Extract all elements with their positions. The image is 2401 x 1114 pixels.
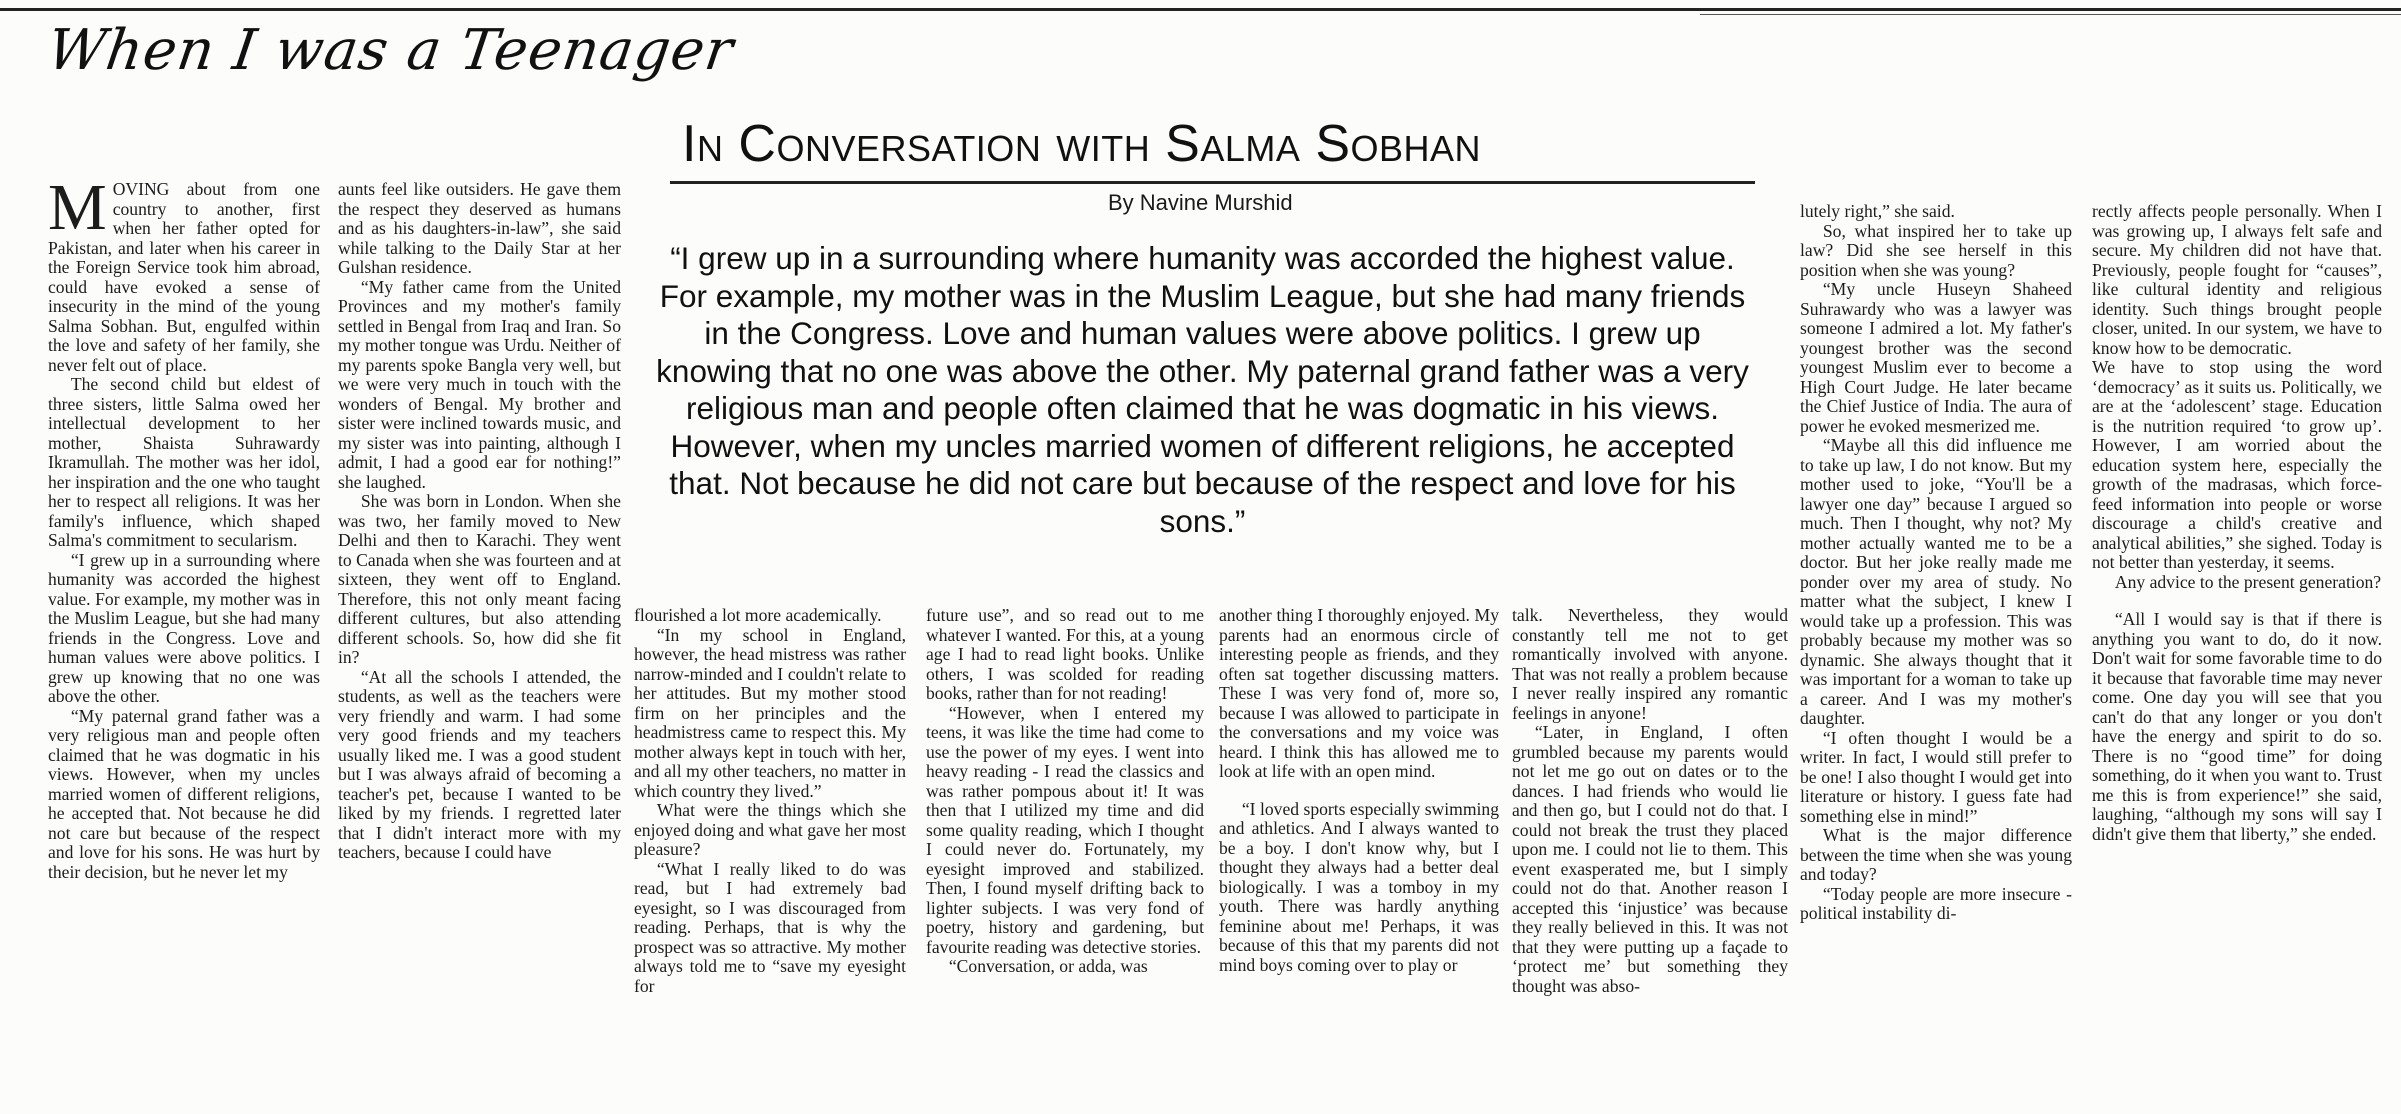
top-rule: [0, 8, 2401, 11]
paragraph: Any advice to the present generation?: [2114, 571, 2382, 592]
paragraph: “Today people are more insecure - political instability di-: [1800, 883, 2072, 923]
paragraph: rectly affects people personally. When I was growing up, I always felt safe and secure. My children did not have that. Previously, people fought for “causes”, like cultural identity and religious identity. Such things brought people closer, united. In our system, we have to know how to be democratic.: [2092, 201, 2382, 358]
top-rule-thin: [1700, 14, 2401, 15]
column-4: [926, 606, 1204, 977]
column-2: [338, 180, 621, 863]
byline: By Navine Murshid: [1108, 190, 1293, 215]
paragraph: “However, when I entered my teens, it was like the time had come to use the power of my eyes. I went into heavy reading - I read the classics and was rather pompous about it! It was then that I utilized my time and did some quality reading, which I thought I could never do. Fortunately, my eyesight improved and stabilized. Then, I found myself drifting back to lighter subjects. I was very fond of poetry, history and gardening, but favourite reading was detective stories.: [926, 702, 1204, 957]
paragraph: “Later, in England, I often grumbled because my parents would not let me go out on dates or to the dances. I had friends who would lie and then go, but I could not do that. I could not break the trust they placed upon me. I could not lie to them. This event exasperated me, but I simply could not do that. Another reason I accepted this ‘injustice’ was because they really believed in this. It was not that they were putting up a façade to ‘protect me’ but something they thought was abso-: [1512, 722, 1788, 996]
paragraph: “I loved sports especially swimming and athletics. And I always wanted to be a boy. I don't know why, but I thought they always had a better deal biologically. I was a tomboy in my youth. There was hardly anything feminine about me! Perhaps, it was because of this that my parents did not mind boys coming over to play or: [1219, 798, 1499, 975]
column-1: [48, 171, 320, 882]
paragraph: “My paternal grand father was a very religious man and people often claimed that he was dogmatic in his views. However, when my uncles married women of different religions, he accepted that. Not because he did not care but because of the respect and love for his sons. He was hurt by their decision, but he never let my: [48, 705, 320, 882]
pull-quote: “I grew up in a surrounding where humanity was accorded the highest value. For example, my mother was in the Muslim League, but she had many friends in the Congress. Love and human values were above politics. I grew up knowing that no one was above the other. My paternal grand father was a very religious man and people often claimed that he was dogmatic in his views. However, when my uncles married women of different religions, he accepted that. Not because he did not care but because of the respect and love for his sons.”: [656, 240, 1749, 539]
paragraph: The second child but eldest of three sisters, little Salma owed her intellectual development to her mother, Shaista Suhrawardy Ikramullah. The mother was her idol, her inspiration and the one who taught her to respect all religions. It was her family's influence, which shaped Salma's commitment to secularism.: [48, 374, 320, 550]
paragraph: “What I really liked to do was read, but I had extremely bad eyesight, so I was discouraged from reading. Perhaps, that is why the prospect was so attractive. My mother always told me to “save my eyesight for: [634, 858, 906, 996]
paragraph: “Conversation, or adda, was: [948, 956, 1148, 976]
column-8: [2092, 202, 2382, 844]
column-6: [1512, 606, 1788, 996]
drop-cap: M: [48, 171, 107, 244]
paragraph: “At all the schools I attended, the students, as well as the teachers were very friendly and warm. I had some very good friends and my teachers usually liked me. I was a good student but I was always afraid of becoming a teacher's pet, because I wanted to be liked by my friends. I regretted later that I didn't interact more with my teachers, because I could have: [338, 666, 621, 862]
paragraph: So, what inspired her to take up law? Did she see herself in this position when she was young?: [1800, 220, 2072, 280]
paragraph: What were the things which she enjoyed doing and what gave her most pleasure?: [634, 800, 906, 859]
column-3: [634, 606, 906, 996]
paragraph: We have to stop using the word ‘democracy’ as it suits us. Politically, we are at the ‘adolescent’ stage. Education is the nutrition required ‘to grow up’. However, I am worried about the education system here, especially the growth of the madrasas, which force-feed information into people or worse discourage a child's creative and analytical abilities,” she sighed. Today is not better than yesterday, it seems.: [2092, 357, 2382, 572]
paragraph: “In my school in England, however, the head mistress was rather narrow-minded and I couldn't relate to her attitudes. But my mother stood firm on her principles and the headmistress came to respect this. My mother always kept in touch with her, and all my other teachers, no matter in which country they lived.”: [634, 624, 906, 801]
paragraph: flourished a lot more academically.: [634, 605, 882, 625]
column-7: [1800, 202, 2072, 924]
paragraph: She was born in London. When she was two, her family moved to New Delhi and then to Karachi. They went to Canada when she was fourteen and at sixteen, they went off to England. Therefore, this not only meant facing different cultures, but also attending different schools. So, how did she fit in?: [338, 491, 621, 667]
article-headline: In Conversation with Salma Sobhan: [682, 115, 1482, 173]
section-title: When I was a Teenager: [43, 18, 738, 83]
paragraph: “My father came from the United Provinces and my mother's family settled in Bengal from Iraq and Iran. So my mother tongue was Urdu. Neither of my parents spoke Bangla very well, but we were very much in touch with the wonders of Bengal. My brother and sister were inclined towards music, and my sister was into painting, although I admit, I had a good ear for nothing!” she laughed.: [338, 276, 621, 492]
paragraph: talk. Nevertheless, they would constantly tell me not to get romantically involved with anyone. That was not really a problem because I never really inspired any romantic feelings in anyone!: [1512, 605, 1788, 723]
paragraph: future use”, and so read out to me whatever I wanted. For this, at a young age I had to read light books. Unlike others, I was scolded for reading books, rather than for not reading!: [926, 605, 1204, 703]
paragraph: another thing I thoroughly enjoyed. My parents had an enormous circle of interesting people as friends, and they often sat together discussing matters. These I was very fond of, more so, because I was allowed to participate in the conversations and my voice was heard. I think this has allowed me to look at life with an open mind.: [1219, 605, 1499, 781]
paragraph: “I grew up in a surrounding where humanity was accorded the highest value. For example, my mother was in the Muslim League, but she had many friends in the Congress. Love and human values were above politics. I grew up knowing that no one was above the other.: [48, 549, 320, 706]
paragraph: MOVING about from one country to another, first when her father opted for Pakistan, and later when his career in the Foreign Service took him abroad, could have evoked a sense of insecurity in the mind of the young Salma Sobhan. But, engulfed within the love and safety of her family, she never felt out of place.: [48, 171, 320, 375]
paragraph: aunts feel like outsiders. He gave them the respect they deserved as humans and as his daughters-in-law”, she said while talking to the Daily Star at her Gulshan residence.: [338, 179, 621, 277]
paragraph: “Maybe all this did influence me to take up law, I do not know. But my mother used to joke, “You'll be a lawyer one day” because I argued so much. Then I thought, why not? My mother actually wanted me to be a doctor. But her joke really made me ponder over my area of study. No matter what the subject, I knew I would take up a profession. This was probably because my mother was so dynamic. She always thought that it was important for a woman to take up a career. And I was my mother's daughter.: [1800, 435, 2072, 728]
paragraph: What is the major difference between the time when she was young and today?: [1800, 825, 2072, 884]
column-5: [1219, 606, 1499, 975]
paragraph: lutely right,” she said.: [1800, 201, 1955, 221]
headline-underline: [670, 181, 1755, 184]
paragraph: “I often thought I would be a writer. In fact, I would still prefer to be one! I also thought I would get into literature or history. I guess fate had something else in mind!”: [1800, 727, 2072, 826]
paragraph: “All I would say is that if there is anything you want to do, do it now. Don't wait for some favorable time to do it because that favorable time may never come. One day you will see that you can't do that any longer or you don't have the energy and spirit to do so. There is no “good time” for doing something, do it when you want to. Trust me this is from experience!” she said, laughing, “although my sons will say I didn't give them that liberty,” she ended.: [2092, 609, 2382, 844]
paragraph: “My uncle Huseyn Shaheed Suhrawardy who was a lawyer was someone I admired a lot. My father's youngest brother was the second youngest Muslim ever to become a High Court Judge. He later became the Chief Justice of India. The aura of power he evoked mesmerized me.: [1800, 279, 2072, 436]
